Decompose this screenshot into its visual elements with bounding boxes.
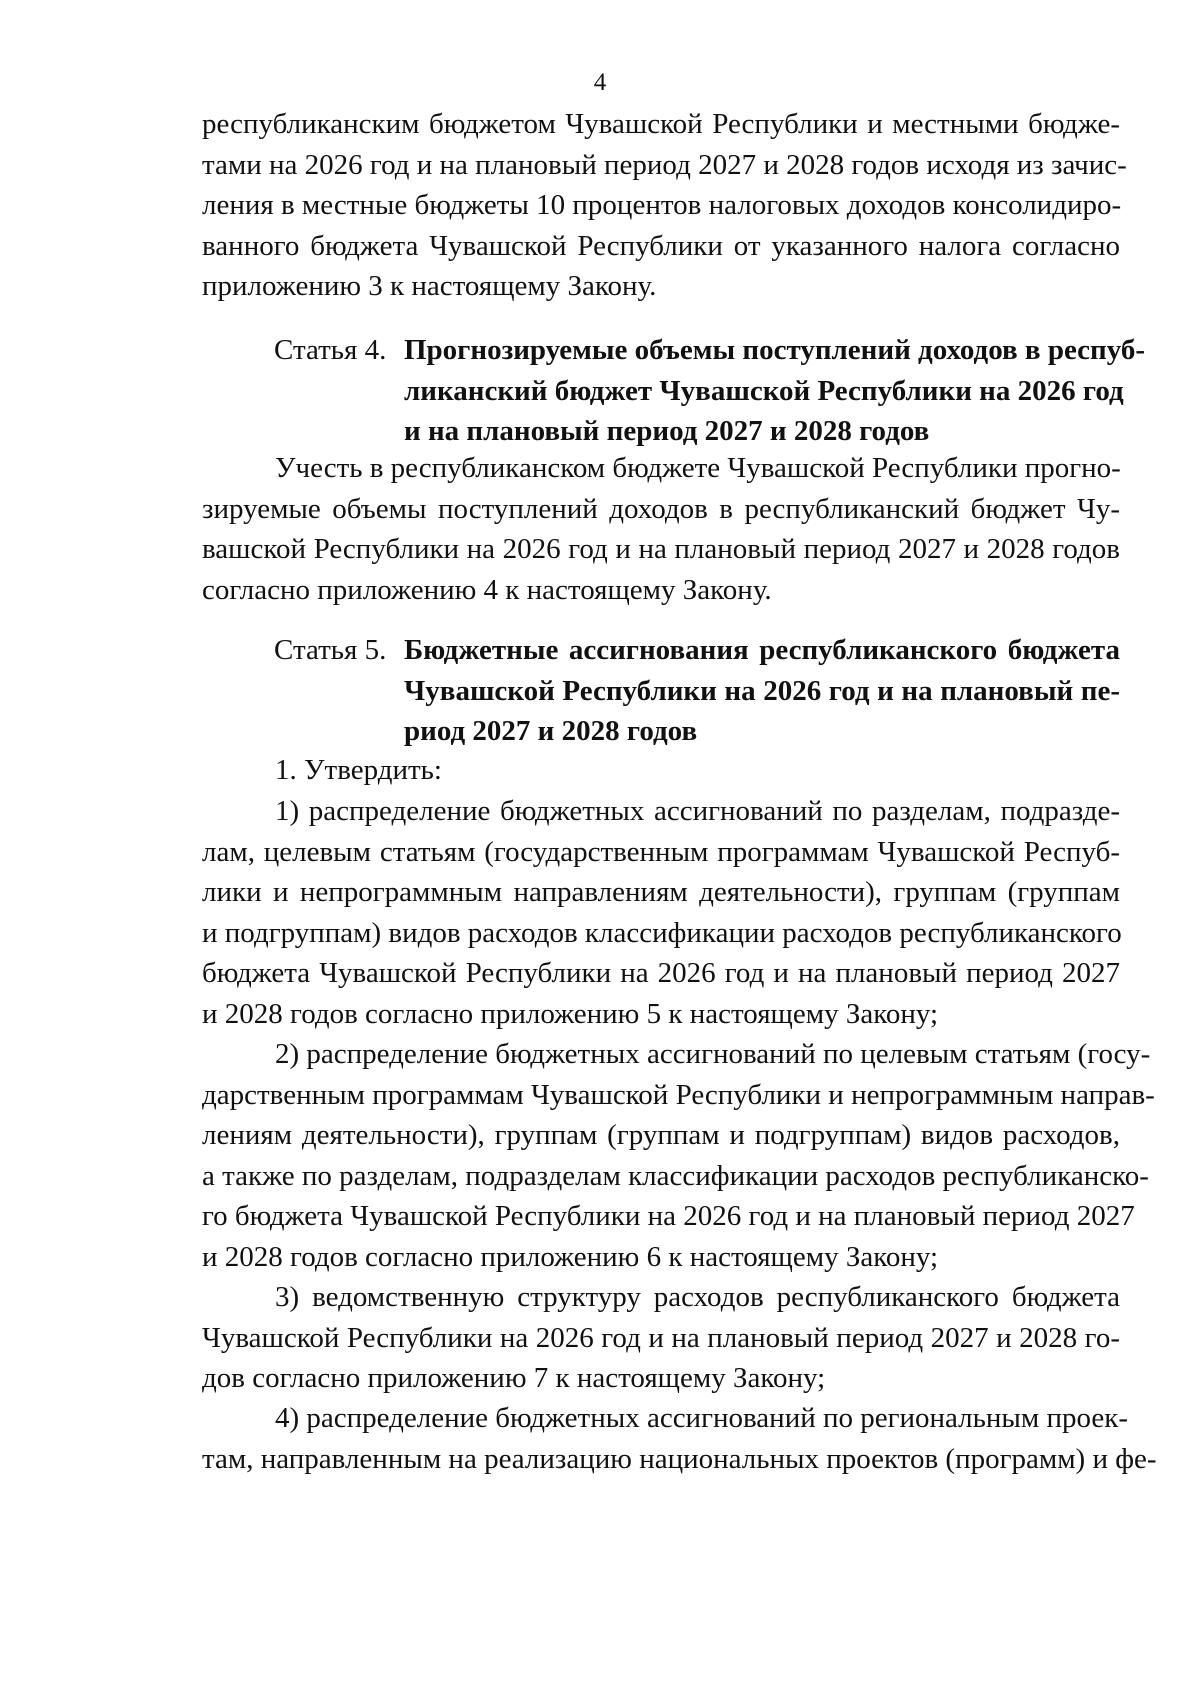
text-line: приложению 3 к настоящему Закону.	[202, 270, 657, 302]
text-line: тами на 2026 год и на плановый период 2027 и 2028 годов исходя из зачис-	[202, 148, 1127, 181]
text-line: зируемые объемы поступлений доходов в республиканский бюджет Чу-	[202, 492, 1120, 525]
list-item	[202, 1277, 1120, 1399]
text-line: ванного бюджета Чувашской Республики от указанного налога согласно	[202, 229, 1120, 262]
text-line: 3) ведомственную структуру расходов республиканского бюджета	[275, 1281, 1120, 1313]
title-line: ликанский бюджет Чувашской Республики на 2026 год	[404, 374, 1124, 407]
text-line: вашской Республики на 2026 год и на плановый период 2027 и 2028 годов	[202, 533, 1120, 565]
text-line: там, направленным на реализацию национальных проектов (программ) и фе-	[202, 1442, 1157, 1475]
text-line: и 2028 годов согласно приложению 5 к настоящему Закону;	[202, 997, 939, 1030]
title-line: Бюджетные ассигнования республиканского бюджета	[404, 634, 1120, 666]
title-line: риод 2027 и 2028 годов	[404, 715, 698, 747]
text-line: 4) распределение бюджетных ассигнований по региональным проек-	[275, 1402, 1128, 1434]
intro-paragraph	[202, 104, 1127, 307]
text-line: согласно приложению 4 к настоящему Закону.	[202, 573, 772, 606]
text-line: дов согласно приложению 7 к настоящему Закону;	[202, 1362, 826, 1394]
list-item	[202, 791, 1120, 1034]
text-line: 2) распределение бюджетных ассигнований по целевым статьям (госу-	[275, 1038, 1151, 1070]
text-line: и 2028 годов согласно приложению 6 к настоящему Закону;	[202, 1240, 939, 1273]
list-item	[202, 1034, 1155, 1277]
list-item	[202, 1398, 1157, 1479]
article-4-body	[202, 448, 1120, 610]
text-line: ления в местные бюджеты 10 процентов налоговых доходов консолидиро-	[202, 189, 1122, 221]
text-line: 1. Утвердить:	[275, 754, 442, 786]
text-line: лам, целевым статьям (государственным программам Чувашской Респуб-	[202, 835, 1120, 868]
text-line: бюджета Чувашской Республики на 2026 год и на плановый период 2027	[202, 957, 1120, 989]
page-number: 4	[593, 69, 607, 96]
text-line: республиканским бюджетом Чувашской Республики и местными бюдже-	[202, 108, 1120, 140]
text-line: го бюджета Чувашской Республики на 2026 год и на плановый период 2027	[202, 1200, 1135, 1232]
title-line: Чувашской Республики на 2026 год и на плановый пе-	[404, 674, 1120, 707]
article-title	[404, 330, 1146, 452]
article-label: Статья 4.	[274, 334, 387, 366]
title-line: и на плановый период 2027 и 2028 годов	[404, 415, 930, 447]
text-line: и подгруппам) видов расходов классификации расходов республиканского	[202, 916, 1122, 949]
text-line: Чувашской Республики на 2026 год и на плановый период 2027 и 2028 го-	[202, 1321, 1120, 1354]
text-line: лениям деятельности), группам (группам и подгруппам) видов расходов,	[202, 1119, 1120, 1151]
text-line: Учесть в республиканском бюджете Чувашской Республики прогно-	[275, 452, 1121, 484]
text-line: а также по разделам, подразделам классификации расходов республиканско-	[202, 1159, 1149, 1192]
title-line: Прогнозируемые объемы поступлений доходов в респуб-	[404, 334, 1146, 366]
text-line: лики и непрограммным направлениям деятельности), группам (группам	[202, 876, 1120, 908]
article-title	[404, 630, 1120, 752]
article-label: Статья 5.	[274, 634, 387, 666]
clause-1	[202, 750, 1120, 791]
text-line: дарственным программам Чувашской Республики и непрограммным направ-	[202, 1078, 1155, 1111]
text-line: 1) распределение бюджетных ассигнований по разделам, подразде-	[275, 795, 1120, 827]
